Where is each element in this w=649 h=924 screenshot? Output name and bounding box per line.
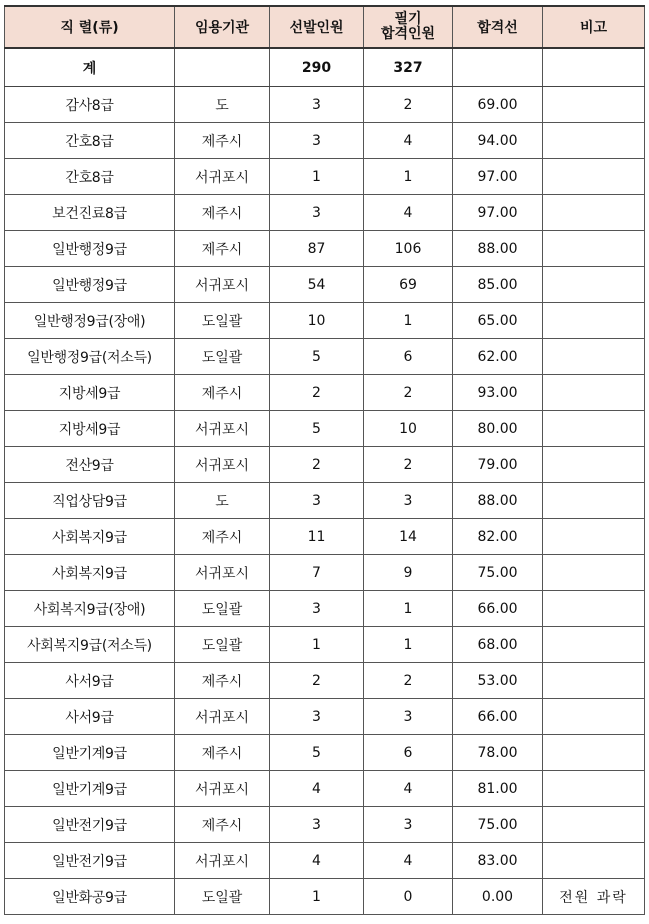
table-row: [5, 447, 645, 483]
passed-cell: 14: [364, 519, 453, 555]
agency-cell: 서귀포시: [175, 267, 270, 303]
position-cell: 사회복지9급(저소득): [5, 627, 175, 663]
position-cell: 일반행정9급(장애): [5, 303, 175, 339]
remark-cell: [543, 159, 645, 195]
total-agency: [175, 48, 270, 87]
total-remark: [543, 48, 645, 87]
remark-cell: [543, 519, 645, 555]
agency-cell: 도: [175, 483, 270, 519]
position-cell: 사서9급: [5, 663, 175, 699]
remark-cell: [543, 303, 645, 339]
agency-cell: 제주시: [175, 663, 270, 699]
passed-cell: 4: [364, 843, 453, 879]
selected-cell: 4: [270, 843, 364, 879]
table-row: [5, 663, 645, 699]
passed-cell: 69: [364, 267, 453, 303]
position-cell: 지방세9급: [5, 411, 175, 447]
cutoff-cell: 81.00: [453, 771, 543, 807]
agency-cell: 서귀포시: [175, 555, 270, 591]
position-cell: 사회복지9급(장애): [5, 591, 175, 627]
selected-cell: 3: [270, 807, 364, 843]
selected-cell: 3: [270, 123, 364, 159]
cutoff-cell: 75.00: [453, 555, 543, 591]
remark-cell: [543, 339, 645, 375]
table-row: [5, 231, 645, 267]
agency-cell: 도일괄: [175, 303, 270, 339]
remark-cell: [543, 123, 645, 159]
position-cell: 일반행정9급: [5, 267, 175, 303]
remark-cell: [543, 663, 645, 699]
remark-cell: [543, 447, 645, 483]
header-position: 직 렬(류): [5, 6, 175, 48]
remark-cell: [543, 87, 645, 123]
position-cell: 사회복지9급: [5, 555, 175, 591]
selected-cell: 7: [270, 555, 364, 591]
table-row: [5, 303, 645, 339]
agency-cell: 제주시: [175, 195, 270, 231]
cutoff-cell: 0.00: [453, 879, 543, 915]
cutoff-cell: 82.00: [453, 519, 543, 555]
cutoff-cell: 66.00: [453, 699, 543, 735]
table-row: [5, 483, 645, 519]
cutoff-cell: 97.00: [453, 195, 543, 231]
passed-cell: 2: [364, 447, 453, 483]
table-row: [5, 87, 645, 123]
selected-cell: 1: [270, 879, 364, 915]
selected-cell: 54: [270, 267, 364, 303]
table-row: [5, 375, 645, 411]
selected-cell: 3: [270, 87, 364, 123]
position-cell: 일반기계9급: [5, 771, 175, 807]
remark-cell: [543, 411, 645, 447]
remark-cell: [543, 231, 645, 267]
header-passed-line2: 합격인원: [380, 26, 436, 42]
remark-cell: [543, 627, 645, 663]
agency-cell: 도일괄: [175, 627, 270, 663]
selected-cell: 3: [270, 699, 364, 735]
selected-cell: 2: [270, 375, 364, 411]
passed-cell: 0: [364, 879, 453, 915]
selected-cell: 1: [270, 627, 364, 663]
total-cutoff: [453, 48, 543, 87]
header-selected: 선발인원: [270, 6, 364, 48]
passed-cell: 6: [364, 339, 453, 375]
remark-cell: [543, 375, 645, 411]
agency-cell: 서귀포시: [175, 411, 270, 447]
cutoff-cell: 62.00: [453, 339, 543, 375]
remark-cell: 전원 과락: [543, 879, 645, 915]
agency-cell: 제주시: [175, 519, 270, 555]
position-cell: 직업상담9급: [5, 483, 175, 519]
position-cell: 일반전기9급: [5, 807, 175, 843]
table-row: [5, 519, 645, 555]
passed-cell: 6: [364, 735, 453, 771]
cutoff-cell: 93.00: [453, 375, 543, 411]
selected-cell: 5: [270, 735, 364, 771]
selected-cell: 5: [270, 411, 364, 447]
header-cutoff: 합격선: [453, 6, 543, 48]
table-row: [5, 123, 645, 159]
agency-cell: 제주시: [175, 123, 270, 159]
header-agency: 임용기관: [175, 6, 270, 48]
table-row: [5, 843, 645, 879]
total-selected: 290: [270, 48, 364, 87]
cutoff-cell: 88.00: [453, 231, 543, 267]
passed-cell: 2: [364, 663, 453, 699]
position-cell: 간호8급: [5, 159, 175, 195]
total-label: 계: [5, 48, 175, 87]
cutoff-cell: 78.00: [453, 735, 543, 771]
table-row: [5, 879, 645, 915]
selected-cell: 3: [270, 195, 364, 231]
agency-cell: 제주시: [175, 807, 270, 843]
position-cell: 지방세9급: [5, 375, 175, 411]
total-row: [5, 48, 645, 87]
passed-cell: 3: [364, 807, 453, 843]
passed-cell: 1: [364, 159, 453, 195]
remark-cell: [543, 555, 645, 591]
selected-cell: 10: [270, 303, 364, 339]
table-row: [5, 159, 645, 195]
passed-cell: 2: [364, 87, 453, 123]
agency-cell: 도: [175, 87, 270, 123]
cutoff-cell: 53.00: [453, 663, 543, 699]
selected-cell: 2: [270, 663, 364, 699]
cutoff-cell: 65.00: [453, 303, 543, 339]
agency-cell: 서귀포시: [175, 447, 270, 483]
agency-cell: 서귀포시: [175, 699, 270, 735]
passed-cell: 4: [364, 123, 453, 159]
cutoff-cell: 69.00: [453, 87, 543, 123]
passed-cell: 106: [364, 231, 453, 267]
selected-cell: 11: [270, 519, 364, 555]
selected-cell: 3: [270, 591, 364, 627]
position-cell: 일반행정9급: [5, 231, 175, 267]
exam-results-table: [4, 5, 645, 915]
agency-cell: 도일괄: [175, 879, 270, 915]
table-row: [5, 555, 645, 591]
cutoff-cell: 80.00: [453, 411, 543, 447]
passed-cell: 1: [364, 627, 453, 663]
selected-cell: 1: [270, 159, 364, 195]
remark-cell: [543, 735, 645, 771]
table-row: [5, 339, 645, 375]
remark-cell: [543, 843, 645, 879]
remark-cell: [543, 771, 645, 807]
selected-cell: 3: [270, 483, 364, 519]
position-cell: 전산9급: [5, 447, 175, 483]
cutoff-cell: 97.00: [453, 159, 543, 195]
remark-cell: [543, 807, 645, 843]
header-passed: [364, 6, 453, 48]
agency-cell: 서귀포시: [175, 159, 270, 195]
position-cell: 사회복지9급: [5, 519, 175, 555]
position-cell: 일반화공9급: [5, 879, 175, 915]
passed-cell: 2: [364, 375, 453, 411]
passed-cell: 1: [364, 591, 453, 627]
cutoff-cell: 68.00: [453, 627, 543, 663]
agency-cell: 도일괄: [175, 591, 270, 627]
remark-cell: [543, 591, 645, 627]
remark-cell: [543, 699, 645, 735]
header-remark: 비고: [543, 6, 645, 48]
cutoff-cell: 94.00: [453, 123, 543, 159]
header-passed-line1: 필기: [394, 11, 422, 27]
remark-cell: [543, 267, 645, 303]
table-row: [5, 771, 645, 807]
table-row: [5, 699, 645, 735]
cutoff-cell: 83.00: [453, 843, 543, 879]
position-cell: 일반기계9급: [5, 735, 175, 771]
passed-cell: 3: [364, 483, 453, 519]
header-row: [5, 6, 645, 48]
table-row: [5, 627, 645, 663]
cutoff-cell: 85.00: [453, 267, 543, 303]
selected-cell: 4: [270, 771, 364, 807]
agency-cell: 제주시: [175, 735, 270, 771]
selected-cell: 2: [270, 447, 364, 483]
agency-cell: 서귀포시: [175, 843, 270, 879]
passed-cell: 4: [364, 771, 453, 807]
passed-cell: 3: [364, 699, 453, 735]
position-cell: 감사8급: [5, 87, 175, 123]
table-row: [5, 411, 645, 447]
selected-cell: 87: [270, 231, 364, 267]
agency-cell: 제주시: [175, 231, 270, 267]
position-cell: 일반행정9급(저소득): [5, 339, 175, 375]
passed-cell: 4: [364, 195, 453, 231]
agency-cell: 제주시: [175, 375, 270, 411]
position-cell: 보건진료8급: [5, 195, 175, 231]
cutoff-cell: 75.00: [453, 807, 543, 843]
selected-cell: 5: [270, 339, 364, 375]
passed-cell: 1: [364, 303, 453, 339]
agency-cell: 서귀포시: [175, 771, 270, 807]
table-row: [5, 735, 645, 771]
position-cell: 일반전기9급: [5, 843, 175, 879]
table-row: [5, 195, 645, 231]
remark-cell: [543, 195, 645, 231]
cutoff-cell: 66.00: [453, 591, 543, 627]
passed-cell: 9: [364, 555, 453, 591]
table-row: [5, 807, 645, 843]
remark-cell: [543, 483, 645, 519]
position-cell: 간호8급: [5, 123, 175, 159]
passed-cell: 10: [364, 411, 453, 447]
agency-cell: 도일괄: [175, 339, 270, 375]
total-passed: 327: [364, 48, 453, 87]
cutoff-cell: 79.00: [453, 447, 543, 483]
cutoff-cell: 88.00: [453, 483, 543, 519]
table-row: [5, 591, 645, 627]
table-row: [5, 267, 645, 303]
position-cell: 사서9급: [5, 699, 175, 735]
